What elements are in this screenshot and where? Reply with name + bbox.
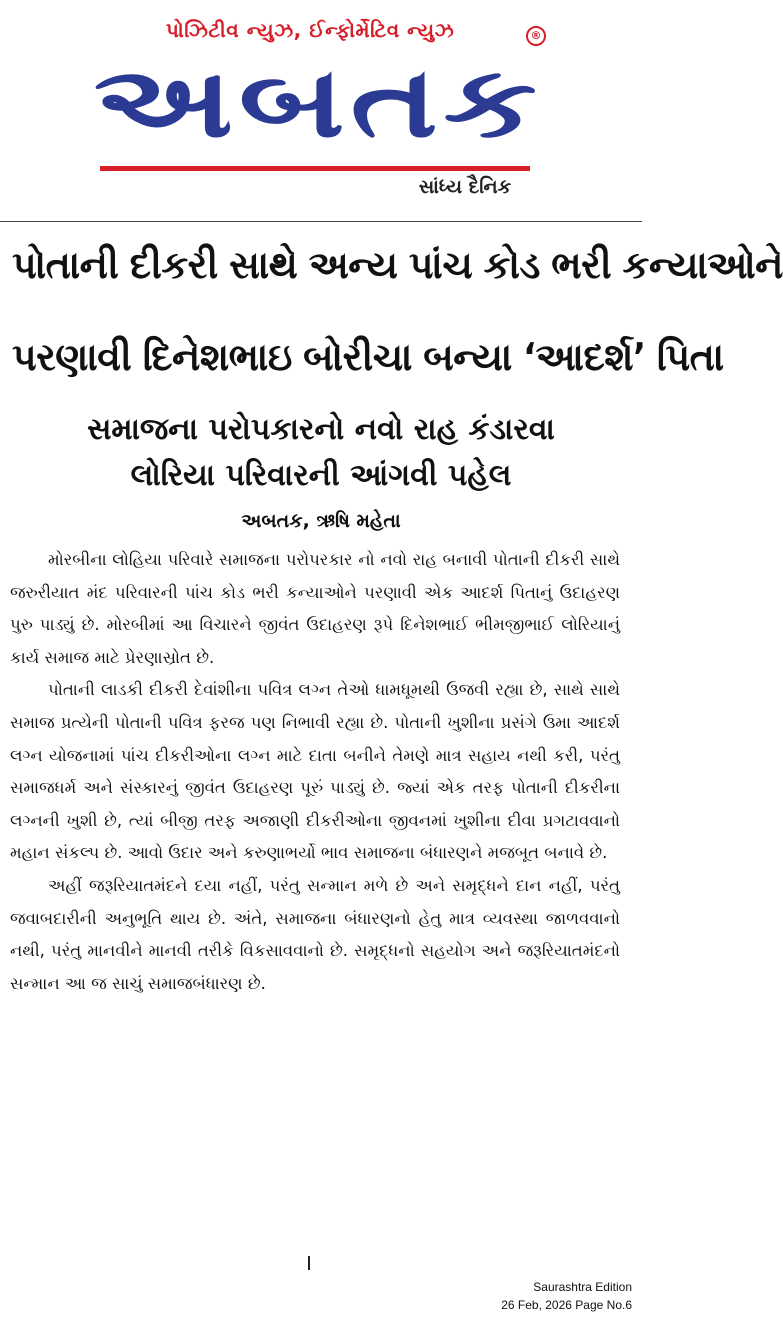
edition-name: Saurashtra Edition bbox=[533, 1280, 632, 1294]
paragraph: મોરબીના લોહિયા પરિવારે સમાજના પરોપરકાર નો નવો રાહ બનાવી પોતાની દીકરી સાથે જરુરીયાત મંદ પરિવારની પાંચ કોડ ભરી કન્યાઓને પરણાવી એક આદર્શ પિતાનું ઉદાહરણ પુરુ પાડ્યું છે. મોરબીમાં આ વિચારને જીવંત ઉદાહરણ રૂપે દિનેશભાઈ ભીમજીભાઈ લોરિયાનું કાર્ય સમાજ માટે પ્રેરણાસ્રોત છે. bbox=[10, 550, 620, 667]
paragraph: અહીં જરૂરિયાતમંદને દયા નહીં, પરંતુ સન્માન મળે છે અને સમૃદ્ધને દાન નહીં, પરંતુ જવાબદારીની અનુભૂતિ થાય છે. અંતે, સમાજના બંધારણનો હેતુ માત્ર વ્યવસ્થા જાળવવાનો નથી, પરંતુ માનવીને માનવી તરીકે વિકસાવવાનો છે. સમૃદ્ધનો સહયોગ અને જરૂરિયાતમંદનો સન્માન આ જ સાચું સમાજબંધારણ છે. bbox=[10, 875, 620, 993]
edition-label: સાંધ્ય દૈનિક bbox=[418, 176, 512, 198]
byline: અબતક, ઋષિ મહેતા bbox=[241, 510, 401, 532]
subheadline-line-1: સમાજના પરોપકારનો નવો રાહ કંડારવા bbox=[87, 412, 555, 447]
registered-mark-icon: ® bbox=[526, 26, 546, 46]
tagline: પોઝિટીવ ન્યુઝ, ઈન્ફોર્મેટિવ ન્યુઝ bbox=[165, 18, 455, 42]
paragraph: પોતાની લાડકી દીકરી દેવાંશીના પવિત્ર લગ્ન તેઓ ધામધૂમથી ઉજવી રહ્યા છે, સાથે સાથે સમાજ પ્રત્યેની પોતાની પવિત્ર ફરજ પણ નિભાવી રહ્યા છે. પોતાની ખુશીના પ્રસંગે ઉમા આદર્શ લગ્ન યોજનામાં પાંચ દીકરીઓના લગ્ન માટે દાતા બનીને તેમણે માત્ર સહાય નથી કરી, પરંતુ સમાજધર્મ અને સંસ્કારનું જીવંત ઉદાહરણ પૂરું પાડ્યું છે. જ્યાં એક તરફ પોતાની દીકરીના લગ્નની ખુશી છે, ત્યાં બીજી તરફ અજાણી દીકરીઓના જીવનમાં ખુશીના દીવા પ્રગટાવવાનો મહાન સંકલ્પ છે. આવો ઉદાર અને કરુણાભર્યો ભાવ સમાજના બંધારણને મજબૂત બનાવે છે. bbox=[10, 680, 620, 863]
newspaper-logo bbox=[93, 46, 543, 176]
headline-line-2: પરણાવી દિનેશભાઇ બોરીચા બન્યા ‘આદર્શ’ પિતા bbox=[12, 335, 724, 379]
page-footer bbox=[372, 1278, 632, 1314]
column-end-mark bbox=[308, 1256, 310, 1270]
masthead-divider bbox=[0, 221, 642, 222]
subheadline-line-2: લોરિયા પરિવારની આંગવી પહેલ bbox=[130, 458, 512, 493]
headline-line-1: પોતાની દીકરી સાથે અન્ય પાંચ કોડ ભરી કન્યાઓને bbox=[12, 243, 783, 287]
date-page: 26 Feb, 2026 Page No.6 bbox=[501, 1298, 632, 1312]
logo-underline bbox=[100, 166, 530, 171]
article-body bbox=[10, 544, 620, 1000]
logo-text: અબતક bbox=[93, 46, 543, 160]
masthead bbox=[0, 0, 642, 222]
